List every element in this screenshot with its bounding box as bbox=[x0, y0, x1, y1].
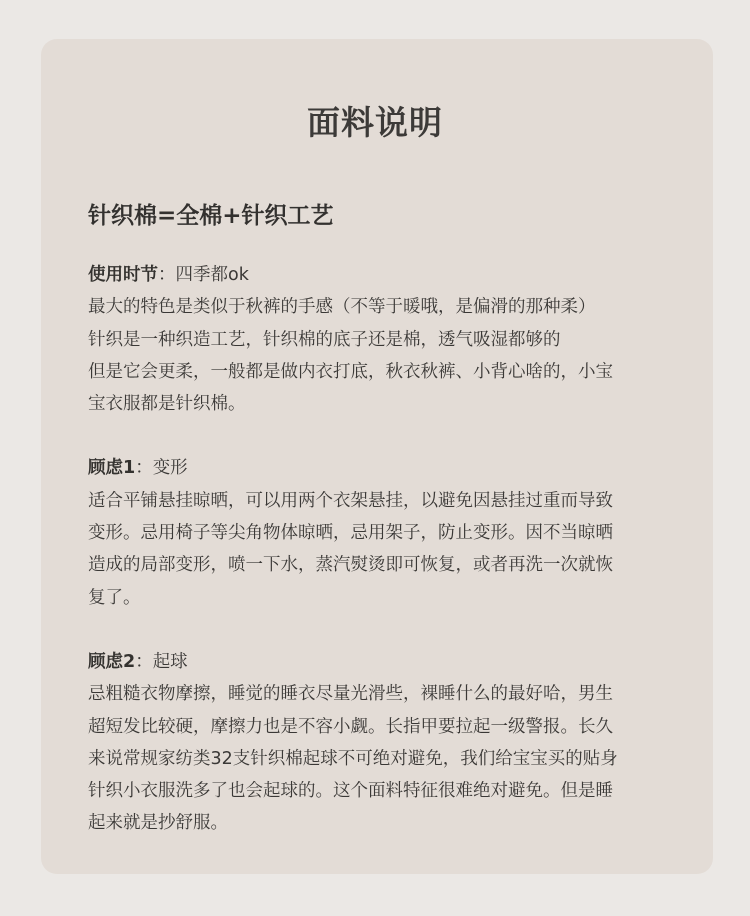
paragraph-line: 变形。忌用椅子等尖角物体晾晒，忌用架子，防止变形。因不当晾晒 bbox=[88, 523, 613, 544]
section-heading bbox=[88, 452, 678, 484]
paragraph-line: 针织是一种织造工艺，针织棉的底子还是棉，透气吸湿都够的 bbox=[88, 329, 561, 350]
fabric-subtitle: 针织棉=全棉+针织工艺 bbox=[88, 203, 334, 229]
section-value: 四季都ok bbox=[175, 265, 249, 285]
paragraph-line: 针织小衣服洗多了也会起球的。这个面料特征很难绝对避免。但是睡 bbox=[88, 781, 613, 802]
paragraph-line: 造成的局部变形，喷一下水，蒸汽熨烫即可恢复，或者再洗一次就恢 bbox=[88, 555, 613, 576]
paragraph-line: 最大的特色是类似于秋裤的手感（不等于暖哦，是偏滑的那种柔） bbox=[88, 297, 596, 318]
paragraph-line: 宝衣服都是针织棉。 bbox=[88, 394, 246, 415]
section-value: 起球 bbox=[152, 651, 188, 672]
section-label: 顾虑1 bbox=[88, 458, 136, 479]
section-heading bbox=[88, 646, 678, 678]
paragraph-line: 复了。 bbox=[88, 587, 141, 608]
section-heading bbox=[88, 259, 678, 291]
paragraph-line: 超短发比较硬，摩擦力也是不容小觑。长指甲要拉起一级警报。长久 bbox=[88, 716, 613, 737]
label-separator: ： bbox=[158, 265, 176, 285]
label-separator: ： bbox=[135, 458, 153, 479]
section-label: 使用时节 bbox=[88, 265, 158, 285]
paragraph-line: 来说常规家纺类32支针织棉起球不可绝对避免，我们给宝宝买的贴身 bbox=[88, 748, 618, 769]
label-separator: ： bbox=[135, 651, 153, 672]
paragraph-line: 起来就是抄舒服。 bbox=[88, 813, 228, 834]
paragraph-line: 但是它会更柔，一般都是做内衣打底，秋衣秋裤、小背心啥的，小宝 bbox=[88, 361, 613, 382]
section-concern-2 bbox=[88, 646, 678, 840]
section-label: 顾虑2 bbox=[88, 651, 136, 672]
section-concern-1 bbox=[88, 452, 678, 613]
paragraph-line: 适合平铺悬挂晾晒，可以用两个衣架悬挂，以避免因悬挂过重而导致 bbox=[88, 490, 613, 511]
page-title: 面料说明 bbox=[307, 103, 443, 142]
paragraph-line: 忌粗糙衣物摩擦，睡觉的睡衣尽量光滑些，裸睡什么的最好哈，男生 bbox=[88, 684, 613, 705]
section-value: 变形 bbox=[152, 458, 188, 479]
section-season bbox=[88, 259, 678, 420]
fabric-description bbox=[88, 259, 678, 872]
